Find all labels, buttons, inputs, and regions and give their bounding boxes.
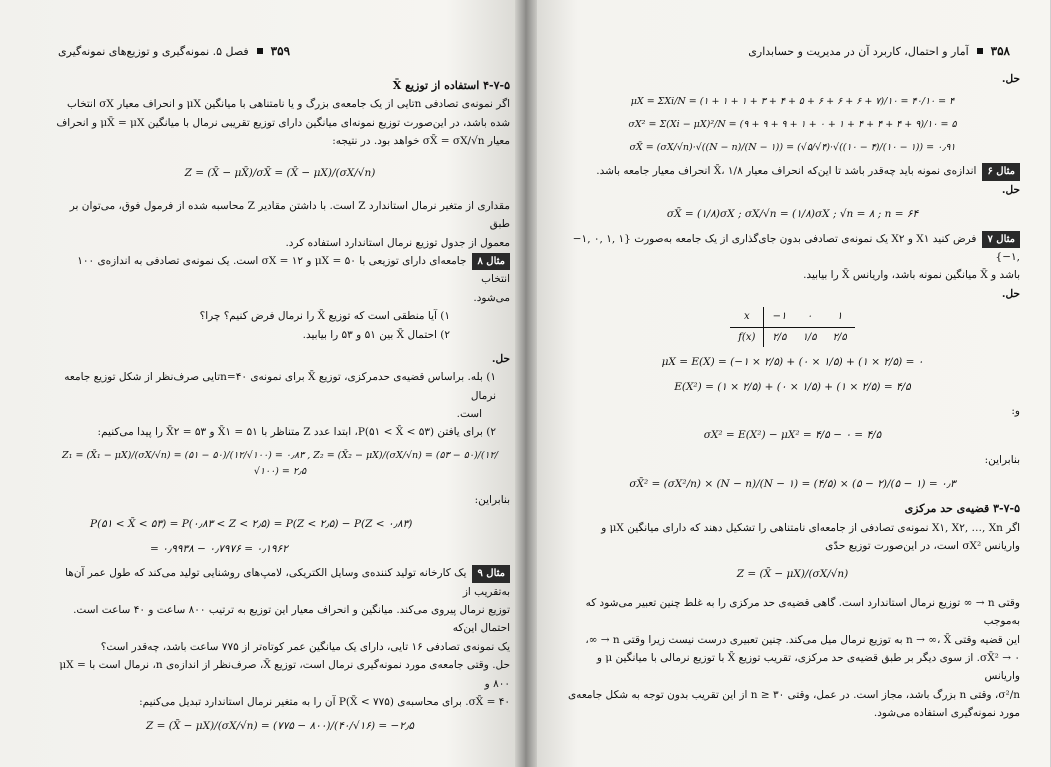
formula-z-final: Z = (X̄ − μX)/(σX/√n) = (۷۷۵ − ۸۰۰)/(۴۰/√۱۶) = −۲٫۵ bbox=[145, 720, 415, 733]
text-line: باشد و X̄ میانگین نمونه باشد، واریانس X̄ را بیابید. bbox=[803, 269, 1020, 282]
table-cell: −۱ bbox=[764, 307, 795, 327]
example-tag: مثال ۶ bbox=[982, 163, 1020, 181]
formula-clt: Z = (X̄ − μX)/(σX/√n) bbox=[736, 568, 849, 581]
page-358 bbox=[525, 0, 1050, 767]
and-label: و: bbox=[1011, 404, 1020, 417]
example-tag: مثال ۸ bbox=[472, 253, 510, 271]
text-line: واریانس σX² است، در این‌صورت توزیع حدّی bbox=[825, 540, 1020, 552]
book-gutter-shadow bbox=[515, 0, 537, 767]
section-title: ۴-۷-۵ استفاده از توزیع X̄ bbox=[392, 79, 510, 92]
text-line: وقتی n → ∞ توزیع نرمال استاندارد است. گاهی قضیه‌ی حد مرکزی را به غلط چنین تعبیر می‌شود که به‌موجب bbox=[585, 596, 1020, 628]
text-line: است. bbox=[456, 408, 482, 420]
solution-label: حل. bbox=[1001, 73, 1020, 85]
page-content bbox=[50, 70, 510, 742]
chapter-title: فصل ۵. نمونه‌گیری و توزیع‌های نمونه‌گیری bbox=[58, 44, 249, 58]
formula-variance: σX² = Σ(Xi − μX)²/N = (۹ + ۹ + ۹ + ۱ + ۰ + ۱ + ۴ + ۴ + ۴ + ۹)/۱۰ = ۵ bbox=[628, 119, 957, 130]
bullet-square-icon bbox=[977, 48, 983, 54]
formula-expectation-sq: E(X²) = (۱ × ۲/۵) + (۰ × ۱/۵) + (۱ × ۲/۵) = ۴/۵ bbox=[674, 380, 911, 393]
text-line: اگر نمونه‌ی تصادفی nتایی از یک جامعه‌ی بزرگ و یا نامتناهی با میانگین μX و انحراف معیار σX انتخاب bbox=[67, 98, 510, 111]
question-item: ۲) احتمال X̄ بین ۵۱ و ۵۳ را بیابید. bbox=[302, 328, 450, 341]
formula-z1-z2: Z₁ = (X̄₁ − μX)/(σX/√n) = (۵۱ − ۵۰)/(۱۲/√۱۰۰) = ۰٫۸۳ , Z₂ = (X̄₂ − μX)/(σX/√n) = (۵۳ − ۵۰)/(۱۲/√۱۰۰) = ۲٫۵ bbox=[62, 449, 498, 478]
text-line: این قضیه وقتی n → ∞، X̄ به توزیع نرمال میل می‌کند. چنین تعبیری درست نیست زیرا وقتی n → ∞، bbox=[585, 633, 1020, 646]
text-line: فرض کنید X۱ و X۲ یک نمونه‌ی تصادفی بدون جای‌گذاری از یک جامعه به‌صورت {۱ ,۱ ,۰ ,۱− ,۱−} bbox=[572, 232, 1020, 263]
text-line: شده باشد، در این‌صورت توزیع نمونه‌ای میانگین دارای توزیع تقریبی نرمال با میانگین μX̄ = μX و انحراف bbox=[56, 116, 510, 129]
formula-mu: μX = ΣXi/N = (۱ + ۱ + ۱ + ۳ + ۴ + ۵ + ۶ + ۶ + ۶ + ۷)/۱۰ = ۴۰/۱۰ = ۴ bbox=[630, 96, 955, 108]
table-cell: ۱/۵ bbox=[802, 331, 817, 343]
formula-prob: P(۵۱ < X̄ < ۵۳) = P(۰٫۸۳ < Z < ۲٫۵) = P(Z < ۲٫۵) − P(Z < ۰٫۸۳) bbox=[90, 518, 413, 531]
bullet-square-icon bbox=[257, 48, 263, 54]
text-line: جامعه‌ای دارای توزیعی با μX = ۵۰ و σX = ۱۲ است. یک نمونه‌ی تصادفی به اندازه‌ی ۱۰۰ انتخاب bbox=[77, 254, 510, 286]
text-line: ۲) برای یافتن P(۵۱ < X̄ < ۵۳)، ابتدا عدد Z متناظر با X̄۱ = ۵۱ و X̄۲ = ۵۳ را پیدا می‌کنیم: bbox=[97, 426, 496, 439]
page-number: ۳۵۸ bbox=[990, 44, 1010, 58]
formula-variance-2: σX² = E(X²) − μX² = ۴/۵ − ۰ = ۴/۵ bbox=[703, 429, 882, 442]
formula-prob-result: = ۰٫۹۹۳۸ − ۰٫۷۹۷۶ = ۰٫۱۹۶۲ bbox=[150, 542, 288, 555]
text-line: اگر X۱, X۲, …, Xn نمونه‌ی تصادفی از جامعه‌ای نامتناهی را تشکیل دهند که دارای میانگین μX و bbox=[601, 521, 1020, 534]
text-line: می‌شود. bbox=[473, 291, 510, 304]
text-line: ۱) بله. براساس قضیه‌ی حدمرکزی، توزیع X̄ برای نمونه‌ی n=۴۰تایی صرف‌نظر از شکل توزیع جامعه نرمال bbox=[64, 371, 496, 402]
table-cell: ۲/۵ bbox=[832, 331, 847, 343]
therefore-label: بنابراین: bbox=[984, 453, 1020, 466]
text-line: یک کارخانه تولید کننده‌ی وسایل الکتریکی، لامپ‌های روشنایی تولید می‌کند که طول عمر آن‌ها به‌تقریب از bbox=[65, 567, 510, 598]
distribution-table bbox=[730, 307, 855, 347]
text-line: توزیع نرمال پیروی می‌کند. میانگین و انحراف معیار این توزیع به ترتیب ۸۰۰ ساعت و ۴۰ ساعت است. احتمال این‌که bbox=[73, 604, 510, 635]
page-header bbox=[748, 44, 1010, 58]
text-line: معیار σX̄ = σX/√n خواهد بود. در نتیجه: bbox=[332, 135, 510, 147]
therefore-label: بنابراین: bbox=[474, 494, 510, 506]
table-row-label: f(x) bbox=[730, 327, 764, 347]
page-content bbox=[565, 70, 1020, 722]
question-item: ۱) آیا منطقی است که توزیع X̄ را نرمال فرض کنیم؟ چرا؟ bbox=[199, 310, 450, 323]
text-line: اندازه‌ی نمونه باید چه‌قدر باشد تا این‌که انحراف معیار X̄، ۱/۸ انحراف معیار جامعه باشد. bbox=[596, 165, 977, 178]
formula-variance-mean: σX̄² = (σX²/n) × (N − n)/(N − ۱) = (۴/۵) × (۵ − ۲)/(۵ − ۱) = ۰٫۳ bbox=[629, 478, 956, 490]
text-line: یک نمونه‌ی تصادفی ۱۶ تایی، دارای یک میانگین عمر کوتاه‌تر از ۷۷۵ ساعت باشد، چه‌قدر است؟ bbox=[100, 640, 510, 653]
table-row-label: x bbox=[730, 307, 764, 327]
text-line: حل. وقتی جامعه‌ی مورد نمونه‌گیری نرمال است، توزیع X̄، صرف‌نظر از اندازه‌ی n، نرمال است با μX = ۸۰۰ و bbox=[59, 659, 510, 690]
formula-ex6: σX̄ = (۱/۸)σX ; σX/√n = (۱/۸)σX ; √n = ۸ ; n = ۶۴ bbox=[666, 208, 919, 221]
formula-std-error: σX̄ = (σX/√n)·√((N − n)/(N − ۱)) = (√۵/√۴)·√((۱۰ − ۴)/(۱۰ − ۱)) = ۰٫۹۱ bbox=[629, 141, 956, 153]
text-line: σ²/n، وقتی n بزرگ باشد، مجاز است. در عمل، وقتی n ≥ ۳۰ از این تقریب بدون توجه به شکل جامعه‌ی bbox=[567, 688, 1020, 701]
solution-label: حل. bbox=[491, 352, 510, 365]
text-line: σX̄ = ۴۰. برای محاسبه‌ی P(X̄ < ۷۷۵) آن را به متغیر نرمال استاندارد تبدیل می‌کنیم: bbox=[139, 695, 510, 708]
section-title: ۳-۷-۵ قضیه‌ی حد مرکزی bbox=[904, 502, 1020, 516]
book-title: آمار و احتمال، کاربرد آن در مدیریت و حسابداری bbox=[748, 44, 969, 58]
formula-z: Z = (X̄ − μX̄)/σX̄ = (X̄ − μX)/(σX/√n) bbox=[184, 167, 376, 180]
text-line: مورد نمونه‌گیری استفاده می‌شود. bbox=[873, 707, 1020, 719]
solution-label: حل. bbox=[1001, 287, 1020, 300]
text-line: σX̄² → ۰. از سوی دیگر بر طبق قضیه‌ی حد مرکزی، تقریب توزیع X̄ با توزیع نرمالی با میانگین μ و واریانس bbox=[596, 651, 1020, 683]
text-line: مقداری از متغیر نرمال استاندارد Z است. با داشتن مقادیر Z محاسبه شده از فرمول فوق، می‌توان بر طبق bbox=[69, 199, 510, 231]
page-header bbox=[58, 44, 290, 58]
solution-label: حل. bbox=[1001, 183, 1020, 196]
text-line: معمول از جدول توزیع نرمال استاندارد استفاده کرد. bbox=[285, 236, 510, 249]
table-cell: ۱ bbox=[825, 307, 855, 327]
page-number: ۳۵۹ bbox=[270, 44, 291, 58]
example-tag: مثال ۹ bbox=[472, 565, 510, 583]
table-cell: ۲/۵ bbox=[772, 331, 787, 343]
page-359 bbox=[0, 0, 525, 767]
table-cell: ۰ bbox=[795, 307, 825, 327]
example-tag: مثال ۷ bbox=[982, 231, 1020, 249]
formula-expectation: μX = E(X) = (−۱ × ۲/۵) + (۰ × ۱/۵) + (۱ × ۲/۵) = ۰ bbox=[661, 356, 924, 369]
